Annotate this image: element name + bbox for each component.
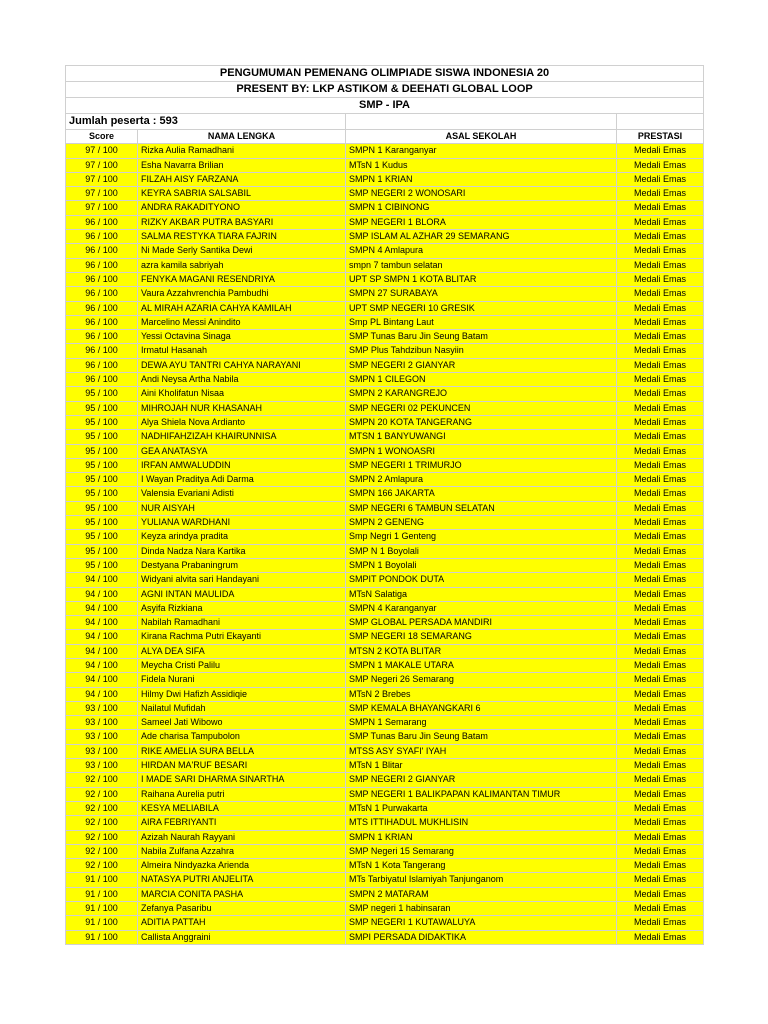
table-row bbox=[66, 787, 704, 801]
score-cell: 95 / 100 bbox=[66, 458, 138, 472]
award-cell: Medali Emas bbox=[617, 158, 704, 172]
name-cell: Widyani alvita sari Handayani bbox=[138, 573, 346, 587]
results-sheet bbox=[65, 65, 703, 945]
name-cell: KESYA MELIABILA bbox=[138, 801, 346, 815]
award-cell: Medali Emas bbox=[617, 516, 704, 530]
score-cell: 96 / 100 bbox=[66, 358, 138, 372]
name-cell: Rizka Aulia Ramadhani bbox=[138, 144, 346, 158]
school-cell: Smp PL Bintang Laut bbox=[346, 315, 617, 329]
school-cell: MTS ITTIHADUL MUKHLISIN bbox=[346, 816, 617, 830]
award-cell: Medali Emas bbox=[617, 215, 704, 229]
table-row bbox=[66, 144, 704, 158]
school-cell: SMPN 20 KOTA TANGERANG bbox=[346, 415, 617, 429]
name-cell: Meycha Cristi Palilu bbox=[138, 658, 346, 672]
name-cell: azra kamila sabriyah bbox=[138, 258, 346, 272]
column-header-asal: ASAL SEKOLAH bbox=[346, 130, 617, 144]
school-cell: SMPN 1 KRIAN bbox=[346, 172, 617, 186]
award-cell: Medali Emas bbox=[617, 830, 704, 844]
score-cell: 94 / 100 bbox=[66, 601, 138, 615]
score-cell: 96 / 100 bbox=[66, 344, 138, 358]
name-cell: Nabilah Ramadhani bbox=[138, 616, 346, 630]
school-cell: SMP NEGERI 2 WONOSARI bbox=[346, 187, 617, 201]
name-cell: Raihana Aurelia putri bbox=[138, 787, 346, 801]
table-row bbox=[66, 315, 704, 329]
table-row bbox=[66, 344, 704, 358]
table-row bbox=[66, 630, 704, 644]
name-cell: I Wayan Praditya Adi Darma bbox=[138, 473, 346, 487]
score-cell: 92 / 100 bbox=[66, 830, 138, 844]
empty-cell bbox=[617, 114, 704, 130]
school-cell: SMP NEGERI 1 KUTAWALUYA bbox=[346, 916, 617, 930]
table-row bbox=[66, 230, 704, 244]
award-cell: Medali Emas bbox=[617, 387, 704, 401]
score-cell: 92 / 100 bbox=[66, 844, 138, 858]
school-cell: SMP NEGERI 6 TAMBUN SELATAN bbox=[346, 501, 617, 515]
name-cell: RIZKY AKBAR PUTRA BASYARI bbox=[138, 215, 346, 229]
school-cell: MTsN 1 Kota Tangerang bbox=[346, 859, 617, 873]
name-cell: MIHROJAH NUR KHASANAH bbox=[138, 401, 346, 415]
award-cell: Medali Emas bbox=[617, 616, 704, 630]
name-cell: NADHIFAHZIZAH KHAIRUNNISA bbox=[138, 430, 346, 444]
score-cell: 95 / 100 bbox=[66, 473, 138, 487]
table-row bbox=[66, 873, 704, 887]
name-cell: FILZAH AISY FARZANA bbox=[138, 172, 346, 186]
school-cell: SMP Negeri 26 Semarang bbox=[346, 673, 617, 687]
table-row bbox=[66, 201, 704, 215]
school-cell: SMP N 1 Boyolali bbox=[346, 544, 617, 558]
score-cell: 94 / 100 bbox=[66, 644, 138, 658]
table-row bbox=[66, 530, 704, 544]
name-cell: AIRA FEBRIYANTI bbox=[138, 816, 346, 830]
school-cell: SMP ISLAM AL AZHAR 29 SEMARANG bbox=[346, 230, 617, 244]
school-cell: SMP NEGERI 1 TRIMURJO bbox=[346, 458, 617, 472]
score-cell: 93 / 100 bbox=[66, 744, 138, 758]
name-cell: Destyana Prabaningrum bbox=[138, 558, 346, 572]
score-cell: 94 / 100 bbox=[66, 687, 138, 701]
table-row bbox=[66, 616, 704, 630]
table-row bbox=[66, 373, 704, 387]
award-cell: Medali Emas bbox=[617, 658, 704, 672]
award-cell: Medali Emas bbox=[617, 558, 704, 572]
score-cell: 93 / 100 bbox=[66, 730, 138, 744]
school-cell: SMP Negeri 15 Semarang bbox=[346, 844, 617, 858]
award-cell: Medali Emas bbox=[617, 430, 704, 444]
name-cell: Almeira Nindyazka Arienda bbox=[138, 859, 346, 873]
results-table bbox=[65, 65, 704, 945]
table-row bbox=[66, 401, 704, 415]
name-cell: SALMA RESTYKA TIARA FAJRIN bbox=[138, 230, 346, 244]
table-row bbox=[66, 644, 704, 658]
name-cell: ADITIA PATTAH bbox=[138, 916, 346, 930]
table-row bbox=[66, 902, 704, 916]
name-cell: AGNI INTAN MAULIDA bbox=[138, 587, 346, 601]
table-row bbox=[66, 215, 704, 229]
school-cell: SMP NEGERI 1 BALIKPAPAN KALIMANTAN TIMUR bbox=[346, 787, 617, 801]
school-cell: Smp Negri 1 Genteng bbox=[346, 530, 617, 544]
participant-count-row bbox=[66, 114, 704, 130]
name-cell: ANDRA RAKADITYONO bbox=[138, 201, 346, 215]
award-cell: Medali Emas bbox=[617, 816, 704, 830]
score-cell: 94 / 100 bbox=[66, 616, 138, 630]
name-cell: Nailatul Mufidah bbox=[138, 701, 346, 715]
name-cell: IRFAN AMWALUDDIN bbox=[138, 458, 346, 472]
score-cell: 96 / 100 bbox=[66, 215, 138, 229]
score-cell: 97 / 100 bbox=[66, 144, 138, 158]
table-row bbox=[66, 930, 704, 944]
award-cell: Medali Emas bbox=[617, 573, 704, 587]
score-cell: 91 / 100 bbox=[66, 873, 138, 887]
table-row bbox=[66, 916, 704, 930]
score-cell: 94 / 100 bbox=[66, 658, 138, 672]
school-cell: SMP Tunas Baru Jin Seung Batam bbox=[346, 330, 617, 344]
score-cell: 95 / 100 bbox=[66, 487, 138, 501]
table-row bbox=[66, 558, 704, 572]
award-cell: Medali Emas bbox=[617, 330, 704, 344]
award-cell: Medali Emas bbox=[617, 902, 704, 916]
score-cell: 95 / 100 bbox=[66, 430, 138, 444]
name-cell: KEYRA SABRIA SALSABIL bbox=[138, 187, 346, 201]
score-cell: 91 / 100 bbox=[66, 902, 138, 916]
name-cell: Ade charisa Tampubolon bbox=[138, 730, 346, 744]
score-cell: 92 / 100 bbox=[66, 859, 138, 873]
score-cell: 96 / 100 bbox=[66, 287, 138, 301]
score-cell: 91 / 100 bbox=[66, 930, 138, 944]
school-cell: SMPN 4 Karanganyar bbox=[346, 601, 617, 615]
name-cell: Andi Neysa Artha Nabila bbox=[138, 373, 346, 387]
table-row bbox=[66, 187, 704, 201]
table-row bbox=[66, 701, 704, 715]
table-row bbox=[66, 673, 704, 687]
award-cell: Medali Emas bbox=[617, 844, 704, 858]
name-cell: RIKE AMELIA SURA BELLA bbox=[138, 744, 346, 758]
school-cell: SMP KEMALA BHAYANGKARI 6 bbox=[346, 701, 617, 715]
score-cell: 92 / 100 bbox=[66, 773, 138, 787]
award-cell: Medali Emas bbox=[617, 801, 704, 815]
score-cell: 94 / 100 bbox=[66, 573, 138, 587]
award-cell: Medali Emas bbox=[617, 444, 704, 458]
table-row bbox=[66, 444, 704, 458]
table-row bbox=[66, 358, 704, 372]
score-cell: 96 / 100 bbox=[66, 315, 138, 329]
school-cell: MTsN Salatiga bbox=[346, 587, 617, 601]
name-cell: Zefanya Pasaribu bbox=[138, 902, 346, 916]
award-cell: Medali Emas bbox=[617, 458, 704, 472]
table-row bbox=[66, 773, 704, 787]
table-row bbox=[66, 258, 704, 272]
award-cell: Medali Emas bbox=[617, 487, 704, 501]
award-cell: Medali Emas bbox=[617, 172, 704, 186]
school-cell: SMPN 1 Semarang bbox=[346, 716, 617, 730]
award-cell: Medali Emas bbox=[617, 344, 704, 358]
score-cell: 97 / 100 bbox=[66, 201, 138, 215]
school-cell: MTsN 2 Brebes bbox=[346, 687, 617, 701]
school-cell: SMPN 1 Karanganyar bbox=[346, 144, 617, 158]
school-cell: SMPN 4 Amlapura bbox=[346, 244, 617, 258]
school-cell: MTSN 2 KOTA BLITAR bbox=[346, 644, 617, 658]
award-cell: Medali Emas bbox=[617, 258, 704, 272]
score-cell: 97 / 100 bbox=[66, 172, 138, 186]
award-cell: Medali Emas bbox=[617, 716, 704, 730]
table-row bbox=[66, 859, 704, 873]
award-cell: Medali Emas bbox=[617, 873, 704, 887]
table-row bbox=[66, 573, 704, 587]
award-cell: Medali Emas bbox=[617, 916, 704, 930]
award-cell: Medali Emas bbox=[617, 630, 704, 644]
award-cell: Medali Emas bbox=[617, 230, 704, 244]
school-cell: SMPN 1 MAKALE UTARA bbox=[346, 658, 617, 672]
school-cell: SMP NEGERI 1 BLORA bbox=[346, 215, 617, 229]
table-row bbox=[66, 830, 704, 844]
name-cell: YULIANA WARDHANI bbox=[138, 516, 346, 530]
table-row bbox=[66, 744, 704, 758]
award-cell: Medali Emas bbox=[617, 301, 704, 315]
award-cell: Medali Emas bbox=[617, 287, 704, 301]
table-row bbox=[66, 244, 704, 258]
name-cell: AL MIRAH AZARIA CAHYA KAMILAH bbox=[138, 301, 346, 315]
score-cell: 95 / 100 bbox=[66, 444, 138, 458]
score-cell: 95 / 100 bbox=[66, 558, 138, 572]
name-cell: ALYA DEA SIFA bbox=[138, 644, 346, 658]
school-cell: UPT SMP NEGERI 10 GRESIK bbox=[346, 301, 617, 315]
award-cell: Medali Emas bbox=[617, 859, 704, 873]
award-cell: Medali Emas bbox=[617, 930, 704, 944]
award-cell: Medali Emas bbox=[617, 272, 704, 286]
school-cell: SMP Tunas Baru Jin Seung Batam bbox=[346, 730, 617, 744]
score-cell: 92 / 100 bbox=[66, 801, 138, 815]
score-cell: 93 / 100 bbox=[66, 759, 138, 773]
school-cell: UPT SP SMPN 1 KOTA BLITAR bbox=[346, 272, 617, 286]
school-cell: MTSN 1 BANYUWANGI bbox=[346, 430, 617, 444]
school-cell: SMPN 166 JAKARTA bbox=[346, 487, 617, 501]
name-cell: NATASYA PUTRI ANJELITA bbox=[138, 873, 346, 887]
table-row bbox=[66, 172, 704, 186]
score-cell: 91 / 100 bbox=[66, 916, 138, 930]
participant-count: Jumlah peserta : 593 bbox=[66, 114, 346, 130]
school-cell: MTSS ASY SYAFI' IYAH bbox=[346, 744, 617, 758]
school-cell: MTs Tarbiyatul Islamiyah Tanjunganom bbox=[346, 873, 617, 887]
name-cell: Irmatul Hasanah bbox=[138, 344, 346, 358]
table-row bbox=[66, 430, 704, 444]
score-cell: 96 / 100 bbox=[66, 373, 138, 387]
award-cell: Medali Emas bbox=[617, 358, 704, 372]
column-header-nama: NAMA LENGKA bbox=[138, 130, 346, 144]
award-cell: Medali Emas bbox=[617, 244, 704, 258]
table-row bbox=[66, 387, 704, 401]
award-cell: Medali Emas bbox=[617, 773, 704, 787]
award-cell: Medali Emas bbox=[617, 887, 704, 901]
name-cell: Keyza arindya pradita bbox=[138, 530, 346, 544]
table-row bbox=[66, 487, 704, 501]
name-cell: Callista Anggraini bbox=[138, 930, 346, 944]
award-cell: Medali Emas bbox=[617, 759, 704, 773]
score-cell: 95 / 100 bbox=[66, 401, 138, 415]
column-header-prestasi: PRESTASI bbox=[617, 130, 704, 144]
category-title: SMP - IPA bbox=[66, 98, 704, 114]
school-cell: SMP NEGERI 02 PEKUNCEN bbox=[346, 401, 617, 415]
announcement-title: PENGUMUMAN PEMENANG OLIMPIADE SISWA INDONESIA 20 bbox=[66, 66, 704, 82]
score-cell: 96 / 100 bbox=[66, 230, 138, 244]
award-cell: Medali Emas bbox=[617, 473, 704, 487]
table-row bbox=[66, 158, 704, 172]
table-row bbox=[66, 330, 704, 344]
table-row bbox=[66, 844, 704, 858]
name-cell: HIRDAN MA'RUF BESARI bbox=[138, 759, 346, 773]
award-cell: Medali Emas bbox=[617, 730, 704, 744]
table-row bbox=[66, 658, 704, 672]
table-row bbox=[66, 816, 704, 830]
school-cell: SMP negeri 1 habinsaran bbox=[346, 902, 617, 916]
school-cell: SMP GLOBAL PERSADA MANDIRI bbox=[346, 616, 617, 630]
score-cell: 95 / 100 bbox=[66, 516, 138, 530]
score-cell: 91 / 100 bbox=[66, 887, 138, 901]
table-row bbox=[66, 458, 704, 472]
table-row bbox=[66, 501, 704, 515]
table-row bbox=[66, 687, 704, 701]
award-cell: Medali Emas bbox=[617, 544, 704, 558]
score-cell: 94 / 100 bbox=[66, 630, 138, 644]
score-cell: 95 / 100 bbox=[66, 415, 138, 429]
table-row bbox=[66, 287, 704, 301]
name-cell: FENYKA MAGANI RESENDRIYA bbox=[138, 272, 346, 286]
score-cell: 93 / 100 bbox=[66, 701, 138, 715]
school-cell: SMPN 1 KRIAN bbox=[346, 830, 617, 844]
award-cell: Medali Emas bbox=[617, 401, 704, 415]
school-cell: SMP NEGERI 2 GIANYAR bbox=[346, 773, 617, 787]
score-cell: 95 / 100 bbox=[66, 530, 138, 544]
school-cell: SMPN 2 Amlapura bbox=[346, 473, 617, 487]
column-header-row bbox=[66, 130, 704, 144]
title-row-2 bbox=[66, 82, 704, 98]
table-row bbox=[66, 801, 704, 815]
award-cell: Medali Emas bbox=[617, 701, 704, 715]
school-cell: SMPN 2 MATARAM bbox=[346, 887, 617, 901]
award-cell: Medali Emas bbox=[617, 587, 704, 601]
name-cell: GEA ANATASYA bbox=[138, 444, 346, 458]
award-cell: Medali Emas bbox=[617, 415, 704, 429]
table-row bbox=[66, 587, 704, 601]
name-cell: DEWA AYU TANTRI CAHYA NARAYANI bbox=[138, 358, 346, 372]
name-cell: MARCIA CONITA PASHA bbox=[138, 887, 346, 901]
school-cell: SMPN 1 CILEGON bbox=[346, 373, 617, 387]
score-cell: 94 / 100 bbox=[66, 587, 138, 601]
table-row bbox=[66, 301, 704, 315]
award-cell: Medali Emas bbox=[617, 687, 704, 701]
school-cell: MTsN 1 Kudus bbox=[346, 158, 617, 172]
school-cell: MTsN 1 Blitar bbox=[346, 759, 617, 773]
score-cell: 95 / 100 bbox=[66, 501, 138, 515]
score-cell: 97 / 100 bbox=[66, 158, 138, 172]
name-cell: Yessi Octavina Sinaga bbox=[138, 330, 346, 344]
school-cell: smpn 7 tambun selatan bbox=[346, 258, 617, 272]
name-cell: NUR AISYAH bbox=[138, 501, 346, 515]
score-cell: 96 / 100 bbox=[66, 244, 138, 258]
score-cell: 94 / 100 bbox=[66, 673, 138, 687]
table-row bbox=[66, 716, 704, 730]
score-cell: 96 / 100 bbox=[66, 301, 138, 315]
award-cell: Medali Emas bbox=[617, 787, 704, 801]
name-cell: Dinda Nadza Nara Kartika bbox=[138, 544, 346, 558]
score-cell: 96 / 100 bbox=[66, 258, 138, 272]
award-cell: Medali Emas bbox=[617, 373, 704, 387]
name-cell: Marcelino Messi Anindito bbox=[138, 315, 346, 329]
name-cell: Kirana Rachma Putri Ekayanti bbox=[138, 630, 346, 644]
school-cell: SMPN 1 CIBINONG bbox=[346, 201, 617, 215]
school-cell: SMPN 2 KARANGREJO bbox=[346, 387, 617, 401]
name-cell: Fidela Nurani bbox=[138, 673, 346, 687]
score-cell: 97 / 100 bbox=[66, 187, 138, 201]
award-cell: Medali Emas bbox=[617, 644, 704, 658]
score-cell: 93 / 100 bbox=[66, 716, 138, 730]
name-cell: Esha Navarra Brilian bbox=[138, 158, 346, 172]
table-row bbox=[66, 759, 704, 773]
award-cell: Medali Emas bbox=[617, 501, 704, 515]
school-cell: SMPN 2 GENENG bbox=[346, 516, 617, 530]
score-cell: 92 / 100 bbox=[66, 816, 138, 830]
award-cell: Medali Emas bbox=[617, 201, 704, 215]
column-header-score: Score bbox=[66, 130, 138, 144]
award-cell: Medali Emas bbox=[617, 315, 704, 329]
empty-cell bbox=[346, 114, 617, 130]
table-row bbox=[66, 544, 704, 558]
table-row bbox=[66, 473, 704, 487]
school-cell: SMP NEGERI 2 GIANYAR bbox=[346, 358, 617, 372]
table-row bbox=[66, 601, 704, 615]
school-cell: SMPIT PONDOK DUTA bbox=[346, 573, 617, 587]
name-cell: I MADE SARI DHARMA SINARTHA bbox=[138, 773, 346, 787]
name-cell: Nabila Zulfana Azzahra bbox=[138, 844, 346, 858]
school-cell: MTsN 1 Purwakarta bbox=[346, 801, 617, 815]
title-row-3 bbox=[66, 98, 704, 114]
name-cell: Sameel Jati Wibowo bbox=[138, 716, 346, 730]
score-cell: 95 / 100 bbox=[66, 387, 138, 401]
school-cell: SMPN 27 SURABAYA bbox=[346, 287, 617, 301]
score-cell: 95 / 100 bbox=[66, 544, 138, 558]
table-row bbox=[66, 272, 704, 286]
name-cell: Vaura Azzahvrenchia Pambudhi bbox=[138, 287, 346, 301]
name-cell: Hilmy Dwi Hafizh Assidiqie bbox=[138, 687, 346, 701]
name-cell: Valensia Evariani Adisti bbox=[138, 487, 346, 501]
table-row bbox=[66, 415, 704, 429]
presenter-title: PRESENT BY: LKP ASTIKOM & DEEHATI GLOBAL LOOP bbox=[66, 82, 704, 98]
award-cell: Medali Emas bbox=[617, 530, 704, 544]
school-cell: SMP NEGERI 18 SEMARANG bbox=[346, 630, 617, 644]
name-cell: Alya Shiela Nova Ardianto bbox=[138, 415, 346, 429]
name-cell: Azizah Naurah Rayyani bbox=[138, 830, 346, 844]
table-row bbox=[66, 887, 704, 901]
school-cell: SMP Plus Tahdzibun Nasyiin bbox=[346, 344, 617, 358]
school-cell: SMPN 1 WONOASRI bbox=[346, 444, 617, 458]
title-row-1 bbox=[66, 66, 704, 82]
award-cell: Medali Emas bbox=[617, 187, 704, 201]
award-cell: Medali Emas bbox=[617, 673, 704, 687]
award-cell: Medali Emas bbox=[617, 601, 704, 615]
school-cell: SMPI PERSADA DIDAKTIKA bbox=[346, 930, 617, 944]
name-cell: Aini Kholifatun Nisaa bbox=[138, 387, 346, 401]
table-row bbox=[66, 516, 704, 530]
name-cell: Asyifa Rizkiana bbox=[138, 601, 346, 615]
score-cell: 96 / 100 bbox=[66, 330, 138, 344]
score-cell: 92 / 100 bbox=[66, 787, 138, 801]
school-cell: SMPN 1 Boyolali bbox=[346, 558, 617, 572]
award-cell: Medali Emas bbox=[617, 744, 704, 758]
score-cell: 96 / 100 bbox=[66, 272, 138, 286]
table-row bbox=[66, 730, 704, 744]
name-cell: Ni Made Serly Santika Dewi bbox=[138, 244, 346, 258]
award-cell: Medali Emas bbox=[617, 144, 704, 158]
